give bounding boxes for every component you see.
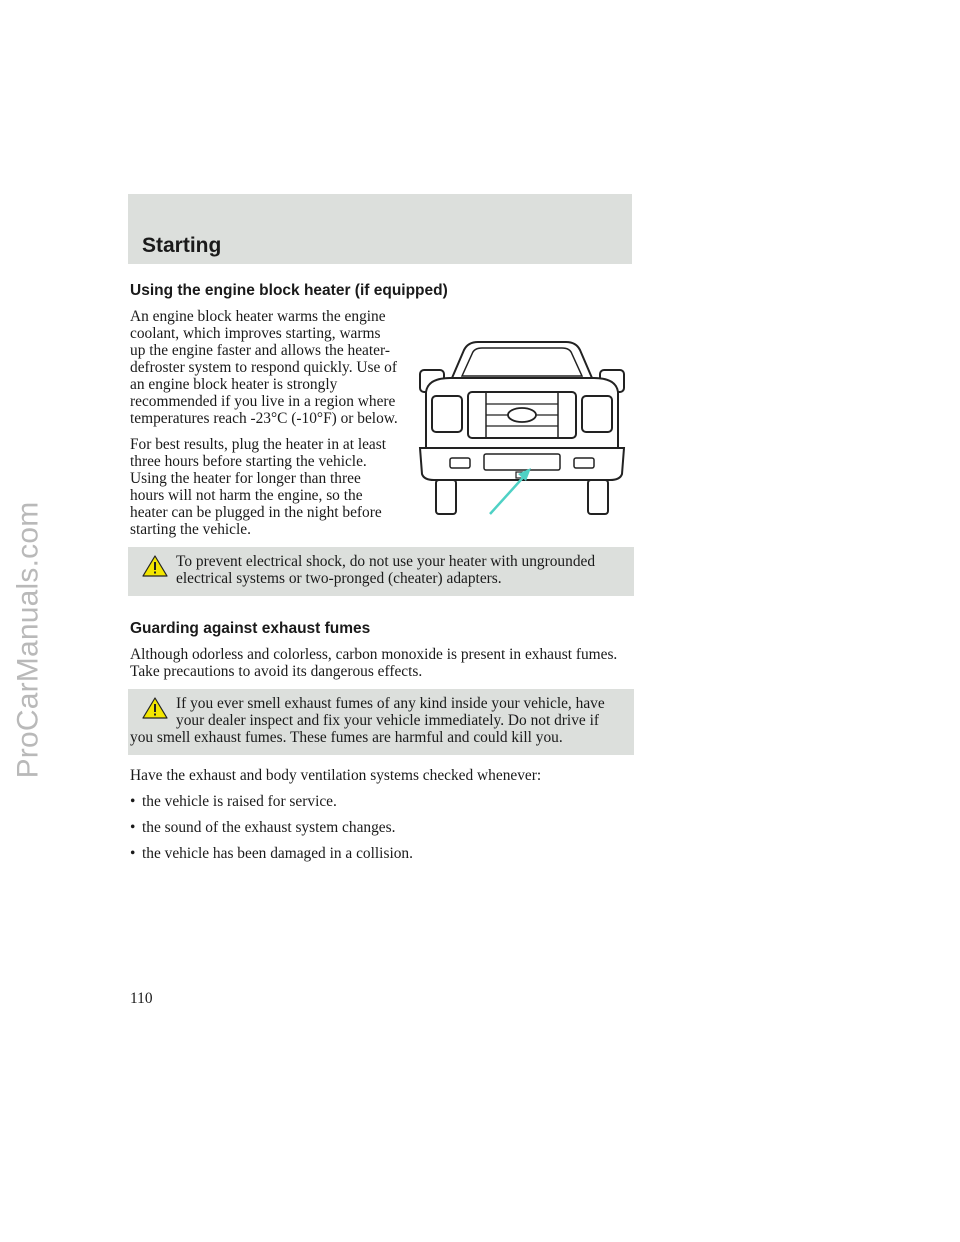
watermark-text: ProCarManuals.com xyxy=(11,501,45,778)
bullet-icon: • xyxy=(130,793,136,810)
section-header xyxy=(128,194,632,264)
page-content xyxy=(130,282,632,871)
warning-text-electrical: To prevent electrical shock, do not use your heater with ungrounded electrical systems or two-pronged (cheater) adapters. xyxy=(176,553,596,587)
section-title: Starting xyxy=(142,234,222,257)
exhaust-check-list xyxy=(130,793,632,862)
list-item: • the vehicle has been damaged in a collision. xyxy=(130,845,413,862)
block-heater-heading: Using the engine block heater (if equipped) xyxy=(130,282,448,299)
warning-box-electrical xyxy=(128,547,634,596)
list-item: • the vehicle is raised for service. xyxy=(130,793,337,810)
bullet-icon: • xyxy=(130,819,136,836)
exhaust-para1: Although odorless and colorless, carbon monoxide is present in exhaust fumes. Take precautions to avoid its dangerous effects. xyxy=(130,646,618,680)
block-heater-para2: For best results, plug the heater in at least three hours before starting the vehicle. Using the heater for longer than three hours will not harm the engine, so the heater can be plugged in the night before starting the vehicle. xyxy=(130,436,387,538)
truck-front-illustration xyxy=(410,328,636,518)
exhaust-para2: Have the exhaust and body ventilation systems checked whenever: xyxy=(130,767,542,784)
page-number: 110 xyxy=(130,990,153,1007)
list-item: • the sound of the exhaust system changes. xyxy=(130,819,396,836)
warning-triangle-icon xyxy=(142,555,168,577)
bullet-icon: • xyxy=(130,845,136,862)
exhaust-heading: Guarding against exhaust fumes xyxy=(130,620,371,637)
block-heater-para1: An engine block heater warms the engine coolant, which improves starting, warms up the engine faster and allows the heater-defroster system to respond quickly. Use of an engine block heater is strongly recommended if you live in a region where temperatures reach -23°C (-10°F) or below. xyxy=(130,308,398,427)
warning-text-exhaust: If you ever smell exhaust fumes of any kind inside your vehicle, have your dealer inspect and fix your vehicle immediately. Do not drive if you smell exhaust fumes. These fumes are harmful and could kill you. xyxy=(130,695,605,746)
warning-box-exhaust xyxy=(128,689,634,755)
warning-triangle-icon xyxy=(142,697,168,719)
side-watermark xyxy=(6,501,50,778)
